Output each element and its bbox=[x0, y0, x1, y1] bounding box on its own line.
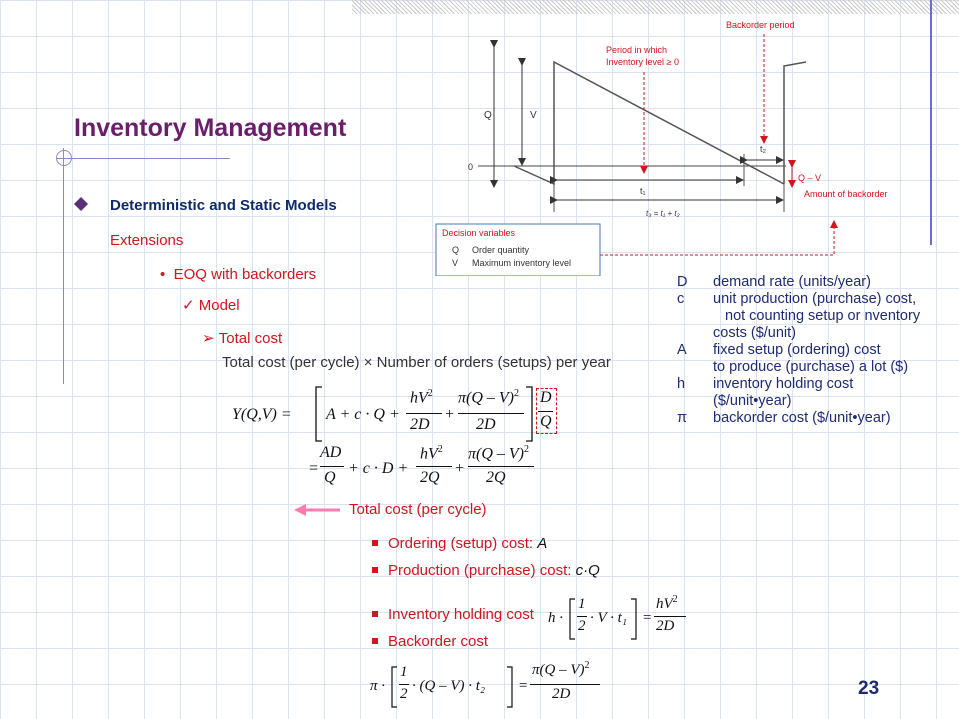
period-positive-line-2: Inventory level ≥ 0 bbox=[606, 57, 679, 67]
bullet-eoq bbox=[160, 266, 316, 283]
eq1-pi-sup: 2 bbox=[514, 388, 519, 399]
t3-label: t₃ = t₁ + t₂ bbox=[646, 209, 680, 218]
back-half-line bbox=[399, 684, 409, 685]
extensions-label: Extensions bbox=[110, 232, 184, 249]
eq1-right-bracket bbox=[524, 386, 534, 442]
square-bullet-icon bbox=[372, 540, 378, 546]
per-cycle-label: Total cost (per cycle) bbox=[349, 501, 487, 518]
eq2-eq: = bbox=[308, 460, 319, 477]
def-sym-d: D bbox=[677, 274, 688, 290]
square-bullet-icon bbox=[372, 611, 378, 617]
hold-half-line bbox=[577, 616, 587, 617]
back-pi: π · bbox=[370, 678, 386, 694]
decision-v-symbol: V bbox=[452, 258, 459, 268]
decision-v-text: Maximum inventory level bbox=[472, 258, 572, 268]
eq2-cd: + c · D + bbox=[348, 460, 409, 477]
hold-right-bracket bbox=[630, 598, 638, 640]
eq1-lhs: Y(Q,V) = bbox=[232, 406, 292, 423]
eq1-plus: + bbox=[444, 406, 455, 423]
def-sym-a: A bbox=[677, 342, 687, 358]
v-axis-label: V bbox=[530, 110, 537, 121]
total-cost-description: Total cost (per cycle) × Number of orders (setups) per year bbox=[222, 354, 611, 371]
q-axis-label: Q bbox=[484, 110, 492, 121]
hold-hv2-text: hV bbox=[656, 596, 673, 612]
eq2-plus: + bbox=[454, 460, 465, 477]
model-item bbox=[182, 296, 240, 314]
model-text: Model bbox=[198, 297, 240, 314]
total-cost-text: Total cost bbox=[218, 330, 283, 347]
eq1-frac-line-2 bbox=[458, 413, 524, 414]
back-left-bracket bbox=[390, 666, 398, 708]
eq2-2q: 2Q bbox=[420, 469, 440, 486]
q-minus-v-label: Q – V bbox=[798, 173, 822, 183]
eq2-frac-line-3 bbox=[468, 466, 534, 467]
back-eq: = bbox=[518, 678, 529, 694]
eq1-pi bbox=[458, 388, 519, 407]
eq1-2d: 2D bbox=[410, 416, 430, 433]
left-accent-line bbox=[63, 148, 64, 384]
inventory-level-diagram bbox=[430, 14, 930, 276]
def-c-line-2: not counting setup or nventory bbox=[725, 308, 921, 324]
formula-backorder bbox=[370, 660, 610, 712]
top-hatch-band bbox=[352, 0, 959, 14]
hold-2d: 2D bbox=[656, 618, 675, 634]
ordering-cost-text: Ordering (setup) cost: bbox=[388, 535, 538, 552]
holding-cost-text: Inventory holding cost bbox=[388, 606, 534, 623]
amount-backorder-label: Amount of backorder bbox=[804, 189, 888, 199]
back-pi2-text: π(Q – V) bbox=[532, 662, 585, 678]
hold-half-den: 2 bbox=[578, 618, 586, 634]
hold-half-num: 1 bbox=[578, 596, 586, 612]
definitions-list bbox=[677, 274, 957, 444]
eq1-hv2 bbox=[410, 388, 433, 407]
back-2d: 2D bbox=[552, 686, 571, 702]
eq1-q: Q bbox=[540, 413, 552, 430]
back-qt2: · (Q – V) · t₂ bbox=[412, 678, 486, 694]
eq1-d: D bbox=[540, 389, 552, 406]
eq2-2q-b: 2Q bbox=[486, 469, 506, 486]
ordering-cost-symbol: A bbox=[537, 535, 548, 552]
def-pi-line-1: backorder cost ($/unit•year) bbox=[713, 410, 891, 426]
eq1-2d-b: 2D bbox=[476, 416, 496, 433]
holding-cost-item bbox=[372, 606, 534, 623]
eq2-ad: AD bbox=[320, 444, 342, 461]
eq2-frac-line-1 bbox=[320, 466, 344, 467]
eq2-pi-text: π(Q – V) bbox=[468, 445, 524, 463]
def-h-line-2: ($/unit•year) bbox=[713, 393, 792, 409]
accent-circle-icon bbox=[56, 150, 72, 166]
production-cost-item bbox=[372, 562, 600, 579]
hold-left-bracket bbox=[568, 598, 576, 640]
ordering-cost-item bbox=[372, 535, 547, 552]
eq1-left-bracket bbox=[314, 386, 324, 442]
back-pi2-sup: 2 bbox=[584, 660, 590, 671]
formula-holding bbox=[548, 594, 688, 644]
hold-hv2-sup: 2 bbox=[672, 594, 678, 605]
backorder-cost-item bbox=[372, 633, 488, 650]
back-frac-line bbox=[530, 684, 600, 685]
decision-title: Decision variables bbox=[442, 228, 516, 238]
def-sym-c: c bbox=[677, 291, 685, 307]
back-pi2 bbox=[532, 660, 590, 679]
right-accent-line bbox=[930, 0, 932, 245]
eq1-frac-line-1 bbox=[406, 413, 442, 414]
def-c-line-1: unit production (purchase) cost, bbox=[713, 291, 917, 307]
square-bullet-icon bbox=[372, 638, 378, 644]
eq2-frac-line-2 bbox=[416, 466, 452, 467]
checkmark-icon: ✓ bbox=[182, 297, 195, 314]
def-d-line-1: demand rate (units/year) bbox=[713, 274, 871, 290]
page-number: 23 bbox=[858, 678, 880, 699]
def-h-line-1: inventory holding cost bbox=[713, 376, 854, 392]
production-cost-symbol: c·Q bbox=[575, 562, 600, 579]
hold-vt1: · V · t₁ bbox=[590, 610, 628, 626]
eq2-pi-sup: 2 bbox=[524, 444, 529, 455]
bullet-eoq-text: EOQ with backorders bbox=[173, 266, 317, 283]
eq2-hv2-text: hV bbox=[420, 445, 438, 463]
title-rule bbox=[57, 158, 230, 159]
diamond-bullet-icon bbox=[74, 197, 88, 211]
eq2-q: Q bbox=[324, 469, 336, 486]
def-a-line-2: to produce (purchase) a lot ($) bbox=[713, 359, 909, 375]
back-half-den: 2 bbox=[400, 686, 408, 702]
production-cost-text: Production (purchase) cost: bbox=[388, 562, 576, 579]
eq2-hv2 bbox=[420, 444, 443, 463]
zero-label: 0 bbox=[468, 162, 474, 172]
back-right-bracket bbox=[506, 666, 514, 708]
square-bullet-icon bbox=[372, 567, 378, 573]
def-sym-h: h bbox=[677, 376, 686, 392]
formula-annual-cost bbox=[308, 444, 568, 496]
eq2-pi bbox=[468, 444, 529, 463]
eq1-dq-frac-line bbox=[538, 411, 553, 412]
hold-eq: = bbox=[642, 610, 653, 626]
eq2-hv2-sup: 2 bbox=[437, 444, 443, 455]
def-sym-pi: π bbox=[677, 410, 688, 426]
t2-label: t₂ bbox=[760, 144, 766, 154]
decision-q-symbol: Q bbox=[452, 245, 460, 255]
eq1-pi-text: π(Q – V) bbox=[458, 389, 514, 407]
eq1-hv2-sup: 2 bbox=[427, 388, 433, 399]
total-cost-item bbox=[202, 329, 282, 347]
inventory-sawtooth-next bbox=[784, 62, 806, 184]
section-heading: Deterministic and Static Models bbox=[110, 197, 337, 214]
hold-hv2 bbox=[656, 594, 678, 613]
decision-q-text: Order quantity bbox=[472, 245, 530, 255]
back-half-num: 1 bbox=[400, 664, 408, 680]
t1-label: t₁ bbox=[640, 186, 646, 196]
eq1-hv2-text: hV bbox=[410, 389, 428, 407]
backorder-period-label: Backorder period bbox=[726, 20, 795, 30]
backorder-cost-text: Backorder cost bbox=[388, 633, 489, 650]
pink-left-arrow-icon bbox=[294, 503, 342, 517]
dot-bullet-icon: • bbox=[160, 266, 166, 283]
eq1-a-term: A + c · Q + bbox=[326, 406, 400, 423]
def-c-line-3: costs ($/unit) bbox=[713, 325, 796, 341]
arrow-bullet-icon: ➢ bbox=[202, 330, 215, 347]
page-title: Inventory Management bbox=[74, 114, 347, 142]
hold-h: h · bbox=[548, 610, 563, 626]
formula-total-cost bbox=[232, 384, 542, 444]
period-positive-line-1: Period in which bbox=[606, 45, 668, 55]
hold-frac-line bbox=[654, 616, 686, 617]
def-a-line-1: fixed setup (ordering) cost bbox=[713, 342, 881, 358]
